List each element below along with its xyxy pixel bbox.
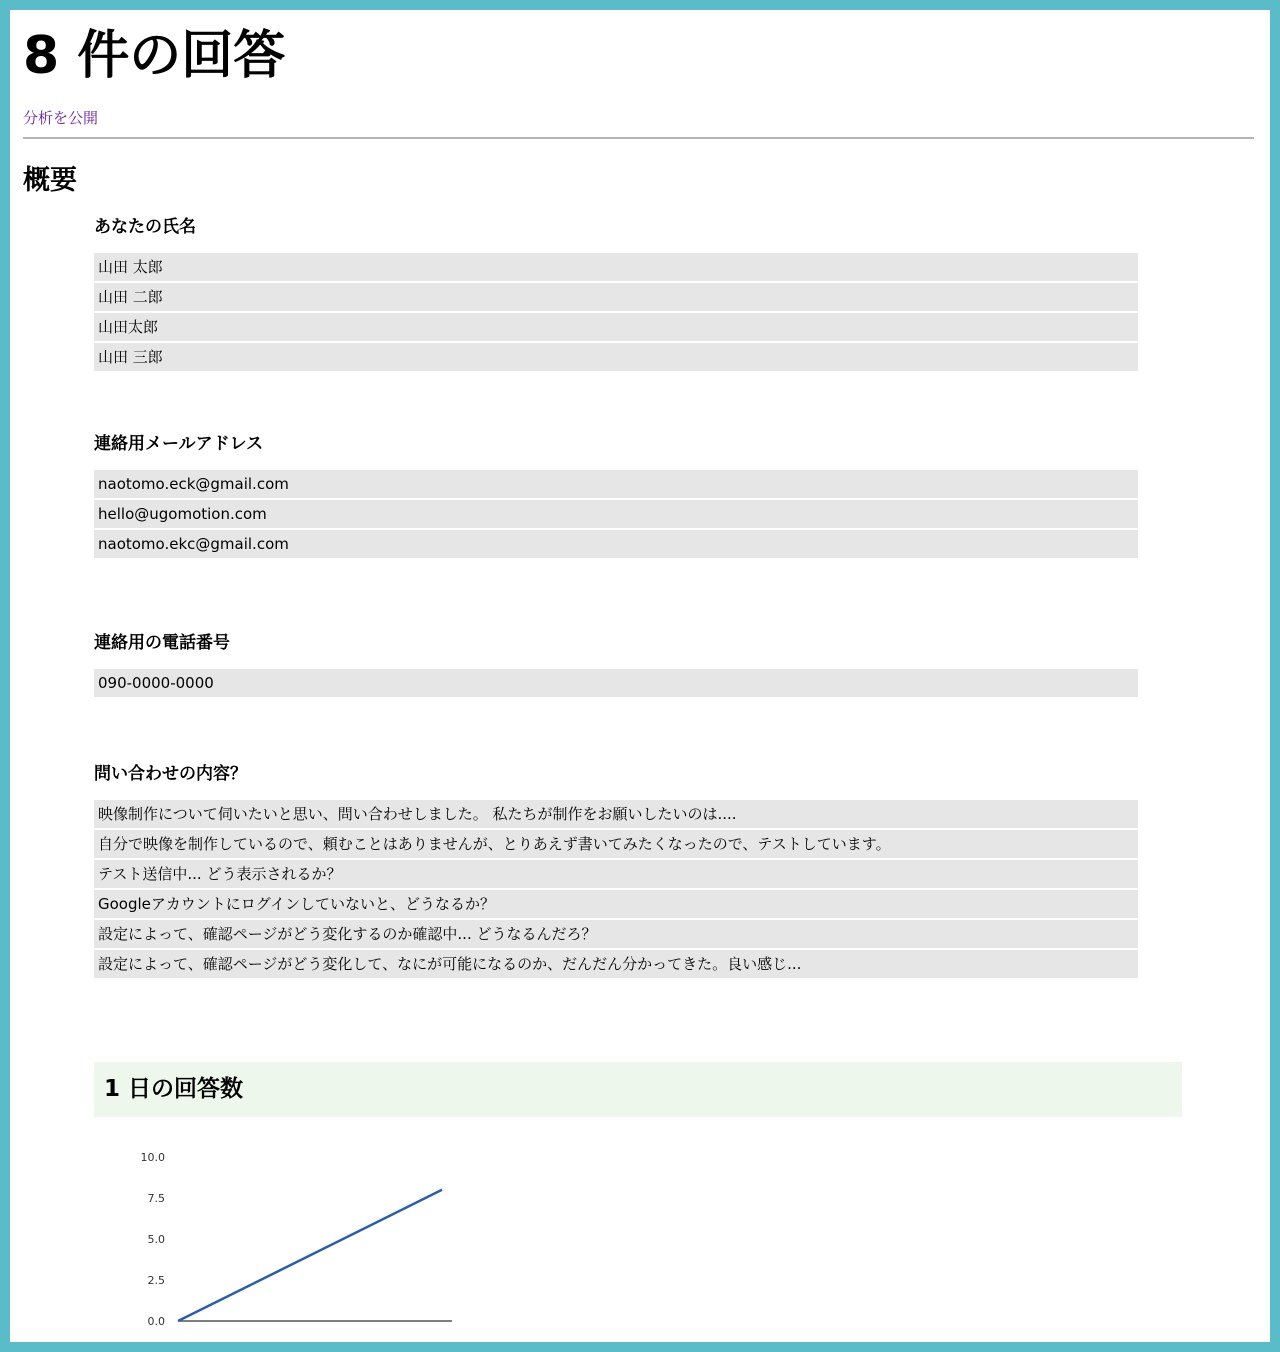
answer-item: 090-0000-0000 [94, 669, 1138, 697]
question-email [94, 432, 1138, 560]
page-title: 8 件の回答 [23, 26, 286, 86]
publish-analysis-link[interactable]: 分析を公開 [23, 109, 99, 127]
question-inquiry [94, 762, 1138, 980]
answer-item: 設定によって、確認ページがどう変化するのか確認中... どうなるんだろ？ [94, 920, 1138, 948]
chart-header [94, 1062, 1182, 1117]
answer-list [94, 669, 1138, 697]
y-tick-label: 10.0 [140, 1151, 165, 1164]
question-title: 連絡用メールアドレス [94, 434, 264, 454]
series-line [178, 1190, 442, 1321]
answer-item: 山田 二郎 [94, 283, 1138, 311]
answer-item: 設定によって、確認ページがどう変化して、なにが可能になるのか、だんだん分かってきた。良い感じ... [94, 950, 1138, 978]
question-title: 問い合わせの内容？ [94, 764, 247, 784]
y-tick-label: 7.5 [147, 1192, 165, 1205]
answer-list [94, 253, 1138, 371]
y-tick-label: 2.5 [147, 1274, 165, 1287]
answer-item: Googleアカウントにログインしていないと、どうなるか？ [94, 890, 1138, 918]
y-tick-label: 0.0 [147, 1315, 165, 1328]
question-name [94, 215, 1138, 373]
chart-title: 1 日の回答数 [104, 1076, 244, 1102]
divider [23, 137, 1254, 139]
answer-item: 自分で映像を制作しているので、頼むことはありませんが、とりあえず書いてみたくなったので、テストしています。 [94, 830, 1138, 858]
answer-item: naotomo.ekc@gmail.com [94, 530, 1138, 558]
answer-item: 山田 太郎 [94, 253, 1138, 281]
answer-item: 山田太郎 [94, 313, 1138, 341]
answer-list [94, 800, 1138, 978]
answer-item: テスト送信中... どう表示されるか？ [94, 860, 1138, 888]
y-tick-label: 5.0 [147, 1233, 165, 1246]
daily-responses-chart [110, 1135, 470, 1335]
answer-item: 映像制作について伺いたいと思い、問い合わせしました。 私たちが制作をお願いしたいのは.... [94, 800, 1138, 828]
question-title: あなたの氏名 [94, 217, 196, 237]
answer-item: hello@ugomotion.com [94, 500, 1138, 528]
answer-item: naotomo.eck@gmail.com [94, 470, 1138, 498]
summary-title: 概要 [23, 165, 77, 196]
answer-list [94, 470, 1138, 558]
page [10, 10, 1270, 1342]
question-phone [94, 631, 1138, 699]
question-title: 連絡用の電話番号 [94, 633, 230, 653]
answer-item: 山田 三郎 [94, 343, 1138, 371]
